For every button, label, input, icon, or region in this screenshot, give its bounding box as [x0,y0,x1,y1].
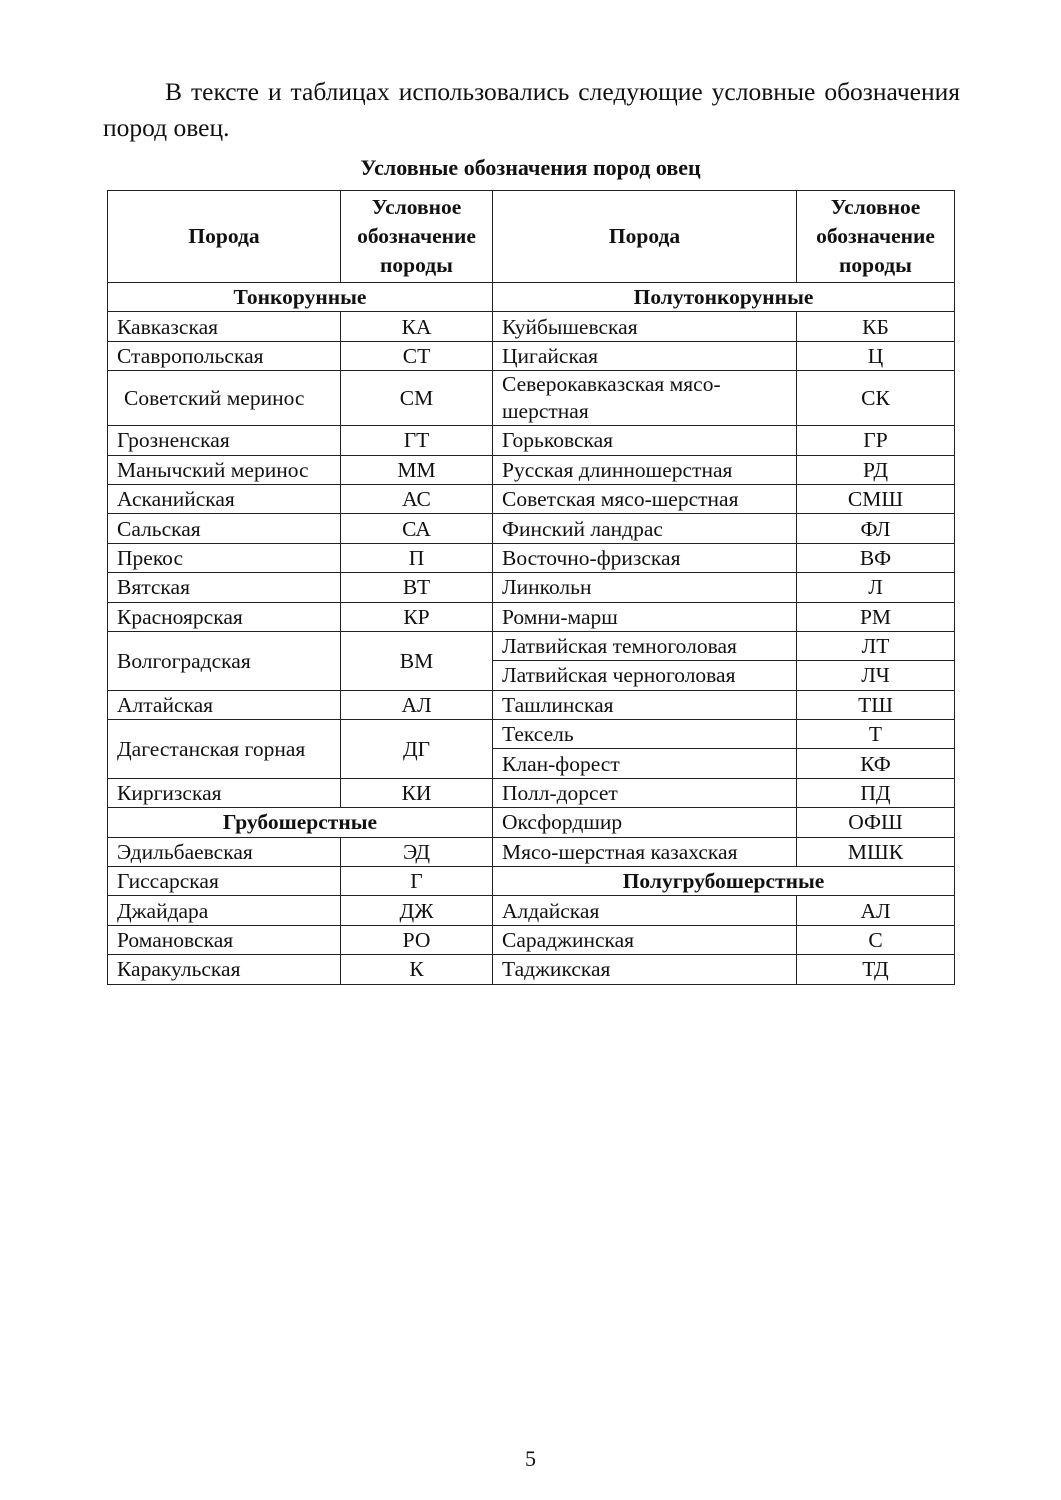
breed-name: Латвийская темноголовая [493,631,797,660]
group-row [108,283,955,312]
breed-name: Романовская [108,925,341,954]
breed-name: Советский меринос [108,371,341,426]
breed-name: Дагестанская горная [108,720,341,779]
breed-code: КБ [797,312,955,341]
breed-code: С [797,925,955,954]
intro-paragraph: В тексте и таблицах использовались следующие условные обозначения пород овец. [103,77,960,142]
table-row [108,514,955,543]
table-row [108,690,955,719]
breed-name: Сальская [108,514,341,543]
breed-name: Манычский меринос [108,455,341,484]
breed-name: Таджикская [493,955,797,984]
breed-code: ДЖ [341,896,493,925]
table-row [108,602,955,631]
breed-code: ВМ [341,631,493,690]
breed-name: Латвийская черноголовая [493,661,797,690]
breed-name: Прекос [108,543,341,572]
breed-name: Асканийская [108,484,341,513]
breed-name: Грозненская [108,426,341,455]
breed-name: Оксфордшир [493,808,797,837]
breed-name: Северокавказская мясо-шерстная [493,371,797,426]
breed-name: Красноярская [108,602,341,631]
breed-name: Полл-дорсет [493,778,797,807]
breed-name: Кавказская [108,312,341,341]
breed-name: Тексель [493,720,797,749]
breed-code: СК [797,371,955,426]
breed-code: Т [797,720,955,749]
breed-name: Эдильбаевская [108,837,341,866]
table-row [108,631,955,660]
breed-code: ЛТ [797,631,955,660]
table-row [108,896,955,925]
breed-code: СМШ [797,484,955,513]
breed-code: СТ [341,341,493,370]
breed-name: Волгоградская [108,631,341,690]
header-breed-right: Порода [493,191,797,283]
breed-name: Алдайская [493,896,797,925]
table-row [108,484,955,513]
table-title: Условные обозначения пород овец [360,155,701,180]
breed-code: РД [797,455,955,484]
breed-code: ГТ [341,426,493,455]
breed-name: Русская длинношерстная [493,455,797,484]
breed-name: Вятская [108,573,341,602]
table-row [108,955,955,984]
breed-code: АС [341,484,493,513]
breed-code: Г [341,867,493,896]
table-row [108,426,955,455]
breed-code: ПД [797,778,955,807]
breed-code: К [341,955,493,984]
table-row [108,867,955,896]
table-row [108,808,955,837]
breed-code: КА [341,312,493,341]
header-code-right: Условное обозначение породы [797,191,955,283]
breed-code: ЛЧ [797,661,955,690]
table-row [108,371,955,426]
breed-code: ТД [797,955,955,984]
breed-code: ЭД [341,837,493,866]
table-header-row [108,191,955,283]
breed-name: Куйбышевская [493,312,797,341]
breed-name: Цигайская [493,341,797,370]
table-row [108,837,955,866]
breed-code: МШК [797,837,955,866]
breed-name: Восточно-фризская [493,543,797,572]
breed-code: СА [341,514,493,543]
breed-code: ММ [341,455,493,484]
table-row [108,341,955,370]
breed-name: Финский ландрас [493,514,797,543]
breed-name: Ставропольская [108,341,341,370]
breed-name: Линкольн [493,573,797,602]
breed-name: Каракульская [108,955,341,984]
table-row [108,573,955,602]
breed-code: КР [341,602,493,631]
breed-code: ГР [797,426,955,455]
breed-name: Мясо-шерстная казахская [493,837,797,866]
table-row [108,455,955,484]
breed-code: КИ [341,778,493,807]
header-code-left: Условное обозначение породы [341,191,493,283]
breed-code: АЛ [341,690,493,719]
breed-code: Л [797,573,955,602]
breed-code: ВФ [797,543,955,572]
breed-code: СМ [341,371,493,426]
breed-code: АЛ [797,896,955,925]
breed-name: Джайдара [108,896,341,925]
breed-name: Алтайская [108,690,341,719]
table-row [108,925,955,954]
breed-name: Киргизская [108,778,341,807]
table-row [108,778,955,807]
breed-code: ТШ [797,690,955,719]
group-semi-coarse-wool: Полугрубошерстные [493,867,955,896]
breed-name: Ромни-марш [493,602,797,631]
group-semi-fine-wool: Полутонкорунные [493,283,955,312]
breed-code: КФ [797,749,955,778]
breed-code: РО [341,925,493,954]
breed-name: Клан-форест [493,749,797,778]
breed-code: ВТ [341,573,493,602]
breed-code: ОФШ [797,808,955,837]
breed-name: Гиссарская [108,867,341,896]
group-coarse-wool: Грубошерстные [108,808,493,837]
breed-code: РМ [797,602,955,631]
breed-codes-table [107,190,955,985]
breed-name: Сараджинская [493,925,797,954]
group-fine-wool: Тонкорунные [108,283,493,312]
header-breed-left: Порода [108,191,341,283]
table-row [108,543,955,572]
breed-name: Советская мясо-шерстная [493,484,797,513]
table-row [108,312,955,341]
breed-code: ФЛ [797,514,955,543]
page-number: 5 [525,1446,536,1471]
breed-name: Горьковская [493,426,797,455]
breed-name: Ташлинская [493,690,797,719]
table-row [108,720,955,749]
breed-code: ДГ [341,720,493,779]
breed-code: Ц [797,341,955,370]
breed-code: П [341,543,493,572]
